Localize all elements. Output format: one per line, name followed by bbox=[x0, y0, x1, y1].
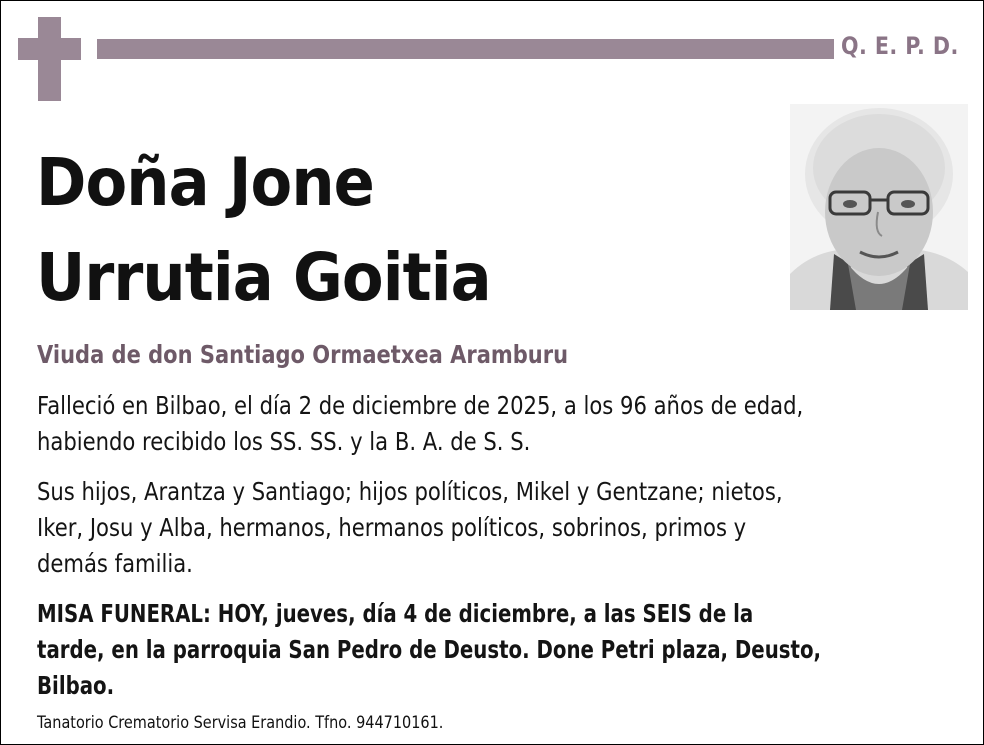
funeral-line: tarde, en la parroquia San Pedro de Deusto. Done Petri plaza, Deusto, bbox=[37, 635, 822, 664]
family-line: demás familia. bbox=[37, 549, 193, 578]
funeral-line: MISA FUNERAL: HOY, jueves, día 4 de diciembre, a las SEIS de la bbox=[37, 599, 754, 628]
name-line-2: Urrutia Goitia bbox=[36, 239, 491, 316]
cross-icon-bar bbox=[18, 38, 81, 60]
death-line: habiendo recibido los SS. SS. y la B. A. de S. S. bbox=[37, 427, 531, 456]
death-line: Falleció en Bilbao, el día 2 de diciembre de 2025, a los 96 años de edad, bbox=[37, 391, 804, 420]
deceased-name bbox=[36, 135, 491, 325]
portrait-photo bbox=[790, 104, 968, 310]
family-line: Sus hijos, Arantza y Santiago; hijos políticos, Mikel y Gentzane; nietos, bbox=[37, 477, 783, 506]
qepd-label: Q. E. P. D. bbox=[841, 32, 959, 60]
header-rule bbox=[97, 39, 834, 59]
name-line-1: Doña Jone bbox=[36, 144, 374, 221]
funeral-home-footer: Tanatorio Crematorio Servisa Erandio. Tfno. 944710161. bbox=[37, 713, 444, 733]
death-paragraph bbox=[37, 388, 803, 460]
family-line: Iker, Josu y Alba, hermanos, hermanos políticos, sobrinos, primos y bbox=[37, 513, 747, 542]
widow-subtitle: Viuda de don Santiago Ormaetxea Aramburu bbox=[37, 340, 569, 369]
funeral-line: Bilbao. bbox=[37, 671, 115, 700]
family-paragraph bbox=[37, 474, 783, 582]
funeral-paragraph bbox=[37, 596, 821, 704]
